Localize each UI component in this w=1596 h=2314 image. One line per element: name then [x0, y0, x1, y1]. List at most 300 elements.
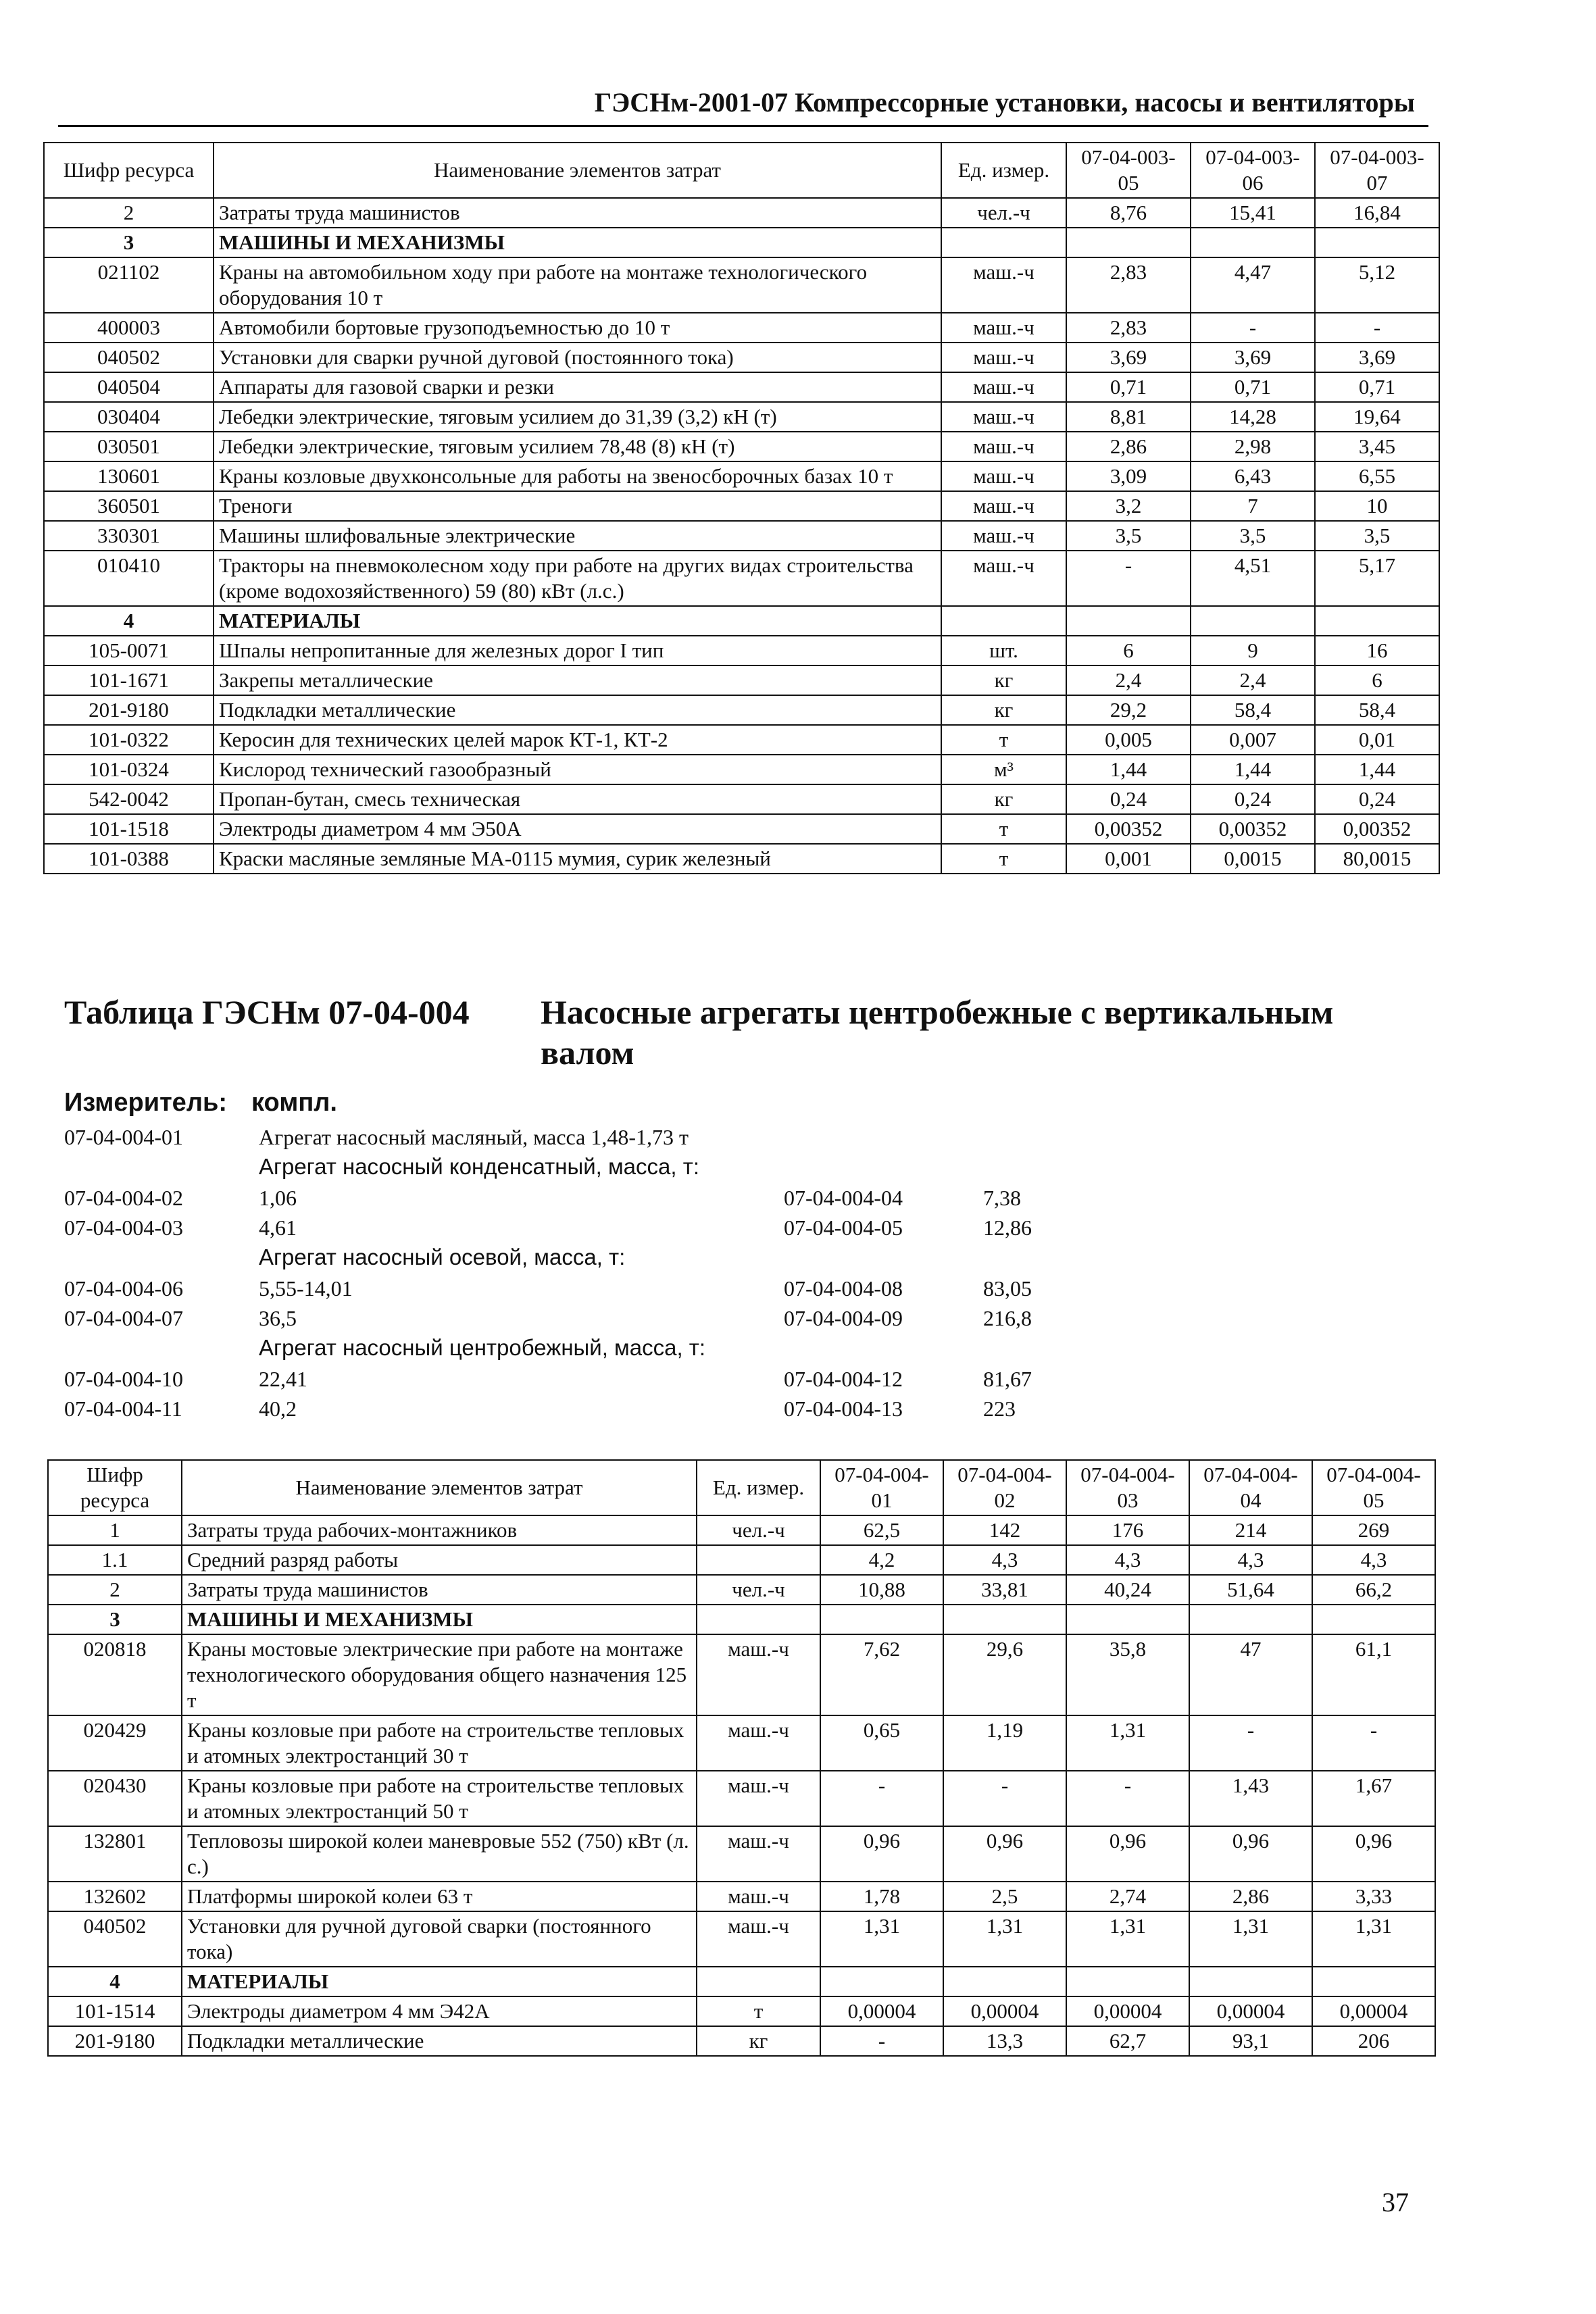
norm-value-cell: 4,3 [1189, 1545, 1312, 1575]
header-norm-column: 07-04-004-02 [943, 1460, 1066, 1515]
resource-code-cell: 101-1671 [44, 665, 214, 695]
unit-cell: кг [941, 695, 1066, 725]
resource-code-cell: 1.1 [48, 1545, 182, 1575]
table-row [44, 844, 1439, 874]
norm-value-cell: 0,24 [1315, 784, 1439, 814]
resource-code-cell: 130601 [44, 461, 214, 491]
norm-value-cell: 4,3 [1066, 1545, 1189, 1575]
table-row [44, 725, 1439, 755]
variant-value: 4,61 [259, 1215, 297, 1240]
variant-code: 07-04-004-10 [64, 1367, 183, 1391]
unit-cell: маш.-ч [941, 461, 1066, 491]
norm-value-cell: 29,6 [943, 1634, 1066, 1715]
cost-element-name-cell: Краны на автомобильном ходу при работе на монтаже технологического оборудования 10 т [214, 257, 941, 313]
resource-code-cell: 542-0042 [44, 784, 214, 814]
cost-element-name-cell: МАШИНЫ И МЕХАНИЗМЫ [182, 1605, 697, 1634]
norm-value-cell: 8,81 [1066, 402, 1191, 432]
norm-value-cell: 3,5 [1315, 521, 1439, 551]
norm-value-cell: 2,86 [1189, 1882, 1312, 1911]
unit-cell: маш.-ч [697, 1911, 820, 1967]
norm-value-cell: 5,12 [1315, 257, 1439, 313]
header-norm-column: 07-04-004-04 [1189, 1460, 1312, 1515]
norm-value-cell: 0,00004 [820, 1996, 943, 2026]
norm-value-cell [1189, 1967, 1312, 1996]
measure-value: компл. [251, 1088, 337, 1117]
unit-cell [697, 1967, 820, 1996]
cost-element-name-cell: МАТЕРИАЛЫ [182, 1967, 697, 1996]
norm-value-cell: 4,3 [943, 1545, 1066, 1575]
unit-cell: маш.-ч [941, 372, 1066, 402]
unit-cell: маш.-ч [697, 1771, 820, 1826]
norm-value-cell: 0,00352 [1066, 814, 1191, 844]
norm-value-cell: 15,41 [1191, 198, 1315, 228]
unit-cell: маш.-ч [697, 1715, 820, 1771]
norm-value-cell: 5,17 [1315, 551, 1439, 606]
header-resource-code: Шифр ресурса [44, 143, 214, 198]
cost-element-name-cell: Установки для сварки ручной дуговой (постоянного тока) [214, 343, 941, 372]
table-row [44, 491, 1439, 521]
cost-element-name-cell: Платформы широкой колеи 63 т [182, 1882, 697, 1911]
norm-value-cell: 58,4 [1191, 695, 1315, 725]
norm-value-cell: 0,001 [1066, 844, 1191, 874]
norm-value-cell: 2,98 [1191, 432, 1315, 461]
resource-table-07-04-004 [47, 1459, 1436, 2057]
resource-code-cell: 3 [48, 1605, 182, 1634]
norm-value-cell: 0,71 [1191, 372, 1315, 402]
norm-value-cell: 3,2 [1066, 491, 1191, 521]
header-norm-column: 07-04-003-05 [1066, 143, 1191, 198]
norm-value-cell: 51,64 [1189, 1575, 1312, 1605]
table-body [48, 1515, 1435, 2056]
norm-value-cell: 1,31 [1312, 1911, 1435, 1967]
cost-element-name-cell: Лебедки электрические, тяговым усилием до 31,39 (3,2) кН (т) [214, 402, 941, 432]
norm-value-cell: - [1066, 551, 1191, 606]
norm-value-cell: 0,96 [1189, 1826, 1312, 1882]
norm-value-cell: - [1315, 313, 1439, 343]
unit-cell: маш.-ч [941, 257, 1066, 313]
norm-value-cell: 6 [1066, 636, 1191, 665]
unit-cell: маш.-ч [941, 313, 1066, 343]
cost-element-name-cell: МАШИНЫ И МЕХАНИЗМЫ [214, 228, 941, 257]
unit-cell: маш.-ч [697, 1634, 820, 1715]
table-row [44, 372, 1439, 402]
resource-code-cell: 3 [44, 228, 214, 257]
cost-element-name-cell: Лебедки электрические, тяговым усилием 78,48 (8) кН (т) [214, 432, 941, 461]
norm-value-cell: 35,8 [1066, 1634, 1189, 1715]
table-body [44, 198, 1439, 874]
norm-value-cell: 6 [1315, 665, 1439, 695]
norm-value-cell [1066, 228, 1191, 257]
table-row [44, 636, 1439, 665]
norm-value-cell: 0,96 [943, 1826, 1066, 1882]
resource-code-cell: 040502 [48, 1911, 182, 1967]
variant-code: 07-04-004-09 [784, 1306, 903, 1330]
norm-value-cell: 4,2 [820, 1545, 943, 1575]
norm-value-cell: 1,31 [1189, 1911, 1312, 1967]
norm-value-cell: 1,78 [820, 1882, 943, 1911]
table-row [44, 695, 1439, 725]
norm-value-cell: 1,44 [1066, 755, 1191, 784]
table-row [44, 606, 1439, 636]
unit-cell: маш.-ч [941, 491, 1066, 521]
norm-value-cell: 16 [1315, 636, 1439, 665]
resource-table-07-04-003 [43, 142, 1440, 874]
measure-label: Измеритель: [64, 1088, 227, 1117]
norm-value-cell: 2,4 [1066, 665, 1191, 695]
cost-element-name-cell: Затраты труда машинистов [214, 198, 941, 228]
resource-code-cell: 201-9180 [48, 2026, 182, 2056]
unit-cell: маш.-ч [941, 521, 1066, 551]
resource-code-cell: 040502 [44, 343, 214, 372]
norm-value-cell: 0,96 [1312, 1826, 1435, 1882]
norm-value-cell: 19,64 [1315, 402, 1439, 432]
cost-element-name-cell: Кислород технический газообразный [214, 755, 941, 784]
running-header: ГЭСНм-2001-07 Компрессорные установки, насосы и вентиляторы [58, 86, 1428, 127]
unit-cell: чел.-ч [941, 198, 1066, 228]
norm-value-cell: 0,00004 [1066, 1996, 1189, 2026]
cost-element-name-cell: Аппараты для газовой сварки и резки [214, 372, 941, 402]
norm-value-cell: 0,00352 [1315, 814, 1439, 844]
table-row [48, 1771, 1435, 1826]
norm-value-cell: 2,86 [1066, 432, 1191, 461]
norm-value-cell: 1,31 [943, 1911, 1066, 1967]
table-row [48, 1911, 1435, 1967]
variant-code: 07-04-004-12 [784, 1367, 903, 1391]
norm-value-cell: 8,76 [1066, 198, 1191, 228]
resource-code-cell: 030404 [44, 402, 214, 432]
table-row [48, 1826, 1435, 1882]
norm-value-cell: 214 [1189, 1515, 1312, 1545]
variant-code: 07-04-004-13 [784, 1397, 903, 1421]
resource-code-cell: 105-0071 [44, 636, 214, 665]
norm-value-cell [820, 1967, 943, 1996]
resource-code-cell: 021102 [44, 257, 214, 313]
cost-element-name-cell: Треноги [214, 491, 941, 521]
norm-value-cell: 9 [1191, 636, 1315, 665]
table-row [48, 1634, 1435, 1715]
norm-value-cell: 1,31 [820, 1911, 943, 1967]
norm-value-cell: 2,83 [1066, 313, 1191, 343]
norm-value-cell: 1,19 [943, 1715, 1066, 1771]
table-row [48, 1515, 1435, 1545]
table-row [44, 755, 1439, 784]
variant-value: 12,86 [983, 1215, 1032, 1240]
table-row [48, 1882, 1435, 1911]
unit-cell: чел.-ч [697, 1575, 820, 1605]
norm-value-cell: 0,005 [1066, 725, 1191, 755]
norm-value-cell: 0,00004 [1312, 1996, 1435, 2026]
norm-value-cell: 16,84 [1315, 198, 1439, 228]
norm-value-cell: 269 [1312, 1515, 1435, 1545]
norm-value-cell: 206 [1312, 2026, 1435, 2056]
resource-code-cell: 201-9180 [44, 695, 214, 725]
cost-element-name-cell: Установки для ручной дуговой сварки (постоянного тока) [182, 1911, 697, 1967]
norm-value-cell: 3,69 [1315, 343, 1439, 372]
unit-cell: шт. [941, 636, 1066, 665]
norm-value-cell: 0,71 [1066, 372, 1191, 402]
unit-cell: кг [697, 2026, 820, 2056]
table-title-label: Таблица ГЭСНм 07-04-004 [64, 993, 470, 1031]
table-row [44, 343, 1439, 372]
resource-code-cell: 2 [44, 198, 214, 228]
table-row [44, 198, 1439, 228]
norm-value-cell: 3,5 [1066, 521, 1191, 551]
resource-code-cell: 132602 [48, 1882, 182, 1911]
cost-element-name-cell: Средний разряд работы [182, 1545, 697, 1575]
variant-code: 07-04-004-04 [784, 1186, 903, 1210]
norm-value-cell [1312, 1605, 1435, 1634]
norm-value-cell: 0,65 [820, 1715, 943, 1771]
norm-value-cell: 0,96 [820, 1826, 943, 1882]
resource-code-cell: 4 [48, 1967, 182, 1996]
variant-code: 07-04-004-06 [64, 1276, 183, 1301]
cost-element-name-cell: МАТЕРИАЛЫ [214, 606, 941, 636]
norm-value-cell [1066, 606, 1191, 636]
norm-value-cell: 47 [1189, 1634, 1312, 1715]
norm-value-cell: - [1066, 1771, 1189, 1826]
norm-value-cell: - [820, 1771, 943, 1826]
cost-element-name-cell: Машины шлифовальные электрические [214, 521, 941, 551]
table-header-row [44, 143, 1439, 198]
norm-value-cell: 0,0015 [1191, 844, 1315, 874]
variant-group-heading: Агрегат насосный центробежный, масса, т: [259, 1335, 706, 1360]
norm-value-cell [1315, 228, 1439, 257]
variant-group-heading: Агрегат насосный конденсатный, масса, т: [259, 1154, 700, 1179]
norm-value-cell: 14,28 [1191, 402, 1315, 432]
norm-value-cell: 3,69 [1066, 343, 1191, 372]
variant-value: 81,67 [983, 1367, 1032, 1391]
table-row [44, 228, 1439, 257]
variant-code: 07-04-004-08 [784, 1276, 903, 1301]
norm-value-cell: 6,43 [1191, 461, 1315, 491]
cost-element-name-cell: Подкладки металлические [182, 2026, 697, 2056]
norm-value-cell [1189, 1605, 1312, 1634]
table-row [44, 313, 1439, 343]
norm-value-cell: 7 [1191, 491, 1315, 521]
table-header-row [48, 1460, 1435, 1515]
norm-value-cell [820, 1605, 943, 1634]
norm-value-cell: 176 [1066, 1515, 1189, 1545]
norm-value-cell [1066, 1967, 1189, 1996]
norm-value-cell [943, 1605, 1066, 1634]
cost-element-name-cell: Пропан-бутан, смесь техническая [214, 784, 941, 814]
resource-code-cell: 360501 [44, 491, 214, 521]
cost-element-name-cell: Краны козловые при работе на строительстве тепловых и атомных электростанций 30 т [182, 1715, 697, 1771]
resource-code-cell: 400003 [44, 313, 214, 343]
resource-code-cell: 1 [48, 1515, 182, 1545]
resource-code-cell: 330301 [44, 521, 214, 551]
table-row [44, 665, 1439, 695]
norm-value-cell: 33,81 [943, 1575, 1066, 1605]
cost-element-name-cell: Электроды диаметром 4 мм Э50А [214, 814, 941, 844]
unit-cell: кг [941, 665, 1066, 695]
norm-value-cell: - [820, 2026, 943, 2056]
resource-code-cell: 020818 [48, 1634, 182, 1715]
norm-value-cell: 2,5 [943, 1882, 1066, 1911]
norm-value-cell: 10,88 [820, 1575, 943, 1605]
norm-value-cell: 1,44 [1315, 755, 1439, 784]
unit-cell: т [697, 1996, 820, 2026]
unit-cell: маш.-ч [697, 1882, 820, 1911]
norm-value-cell: - [943, 1771, 1066, 1826]
resource-code-cell: 030501 [44, 432, 214, 461]
norm-value-cell: 3,5 [1191, 521, 1315, 551]
unit-cell [697, 1545, 820, 1575]
table-row [48, 1545, 1435, 1575]
norm-value-cell [1066, 1605, 1189, 1634]
norm-value-cell: 80,0015 [1315, 844, 1439, 874]
cost-element-name-cell: Керосин для технических целей марок КТ-1, КТ-2 [214, 725, 941, 755]
norm-value-cell: 1,43 [1189, 1771, 1312, 1826]
norm-value-cell: 13,3 [943, 2026, 1066, 2056]
norm-value-cell: 3,09 [1066, 461, 1191, 491]
cost-element-name-cell: Тепловозы широкой колеи маневровые 552 (750) кВт (л. с.) [182, 1826, 697, 1882]
variant-code: 07-04-004-02 [64, 1186, 183, 1210]
variant-text: Агрегат насосный масляный, масса 1,48-1,73 т [259, 1125, 689, 1149]
table-row [44, 402, 1439, 432]
variant-value: 22,41 [259, 1367, 307, 1391]
norm-value-cell: 0,00004 [943, 1996, 1066, 2026]
norm-value-cell: 62,7 [1066, 2026, 1189, 2056]
norm-value-cell: 2,4 [1191, 665, 1315, 695]
norm-value-cell: 3,69 [1191, 343, 1315, 372]
header-norm-column: 07-04-003-06 [1191, 143, 1315, 198]
header-unit: Ед. измер. [697, 1460, 820, 1515]
norm-value-cell: 4,47 [1191, 257, 1315, 313]
unit-cell: т [941, 814, 1066, 844]
table-row [44, 521, 1439, 551]
cost-element-name-cell: Затраты труда машинистов [182, 1575, 697, 1605]
norm-value-cell: 0,24 [1191, 784, 1315, 814]
resource-code-cell: 101-0388 [44, 844, 214, 874]
resource-code-cell: 4 [44, 606, 214, 636]
norm-value-cell: 29,2 [1066, 695, 1191, 725]
norm-value-cell: 1,67 [1312, 1771, 1435, 1826]
norm-value-cell: 93,1 [1189, 2026, 1312, 2056]
cost-element-name-cell: Краны мостовые электрические при работе на монтаже технологического оборудования общего назначения 125 т [182, 1634, 697, 1715]
norm-value-cell: 6,55 [1315, 461, 1439, 491]
cost-element-name-cell: Краны козловые двухконсольные для работы на звеносборочных базах 10 т [214, 461, 941, 491]
header-norm-column: 07-04-003-07 [1315, 143, 1439, 198]
measure-unit-line [64, 1086, 337, 1119]
resource-code-cell: 101-0322 [44, 725, 214, 755]
norm-value-cell: 2,74 [1066, 1882, 1189, 1911]
resource-code-cell: 040504 [44, 372, 214, 402]
norm-value-cell [943, 1967, 1066, 1996]
norm-value-cell: 40,24 [1066, 1575, 1189, 1605]
resource-code-cell: 020429 [48, 1715, 182, 1771]
table-row [48, 1967, 1435, 1996]
resource-code-cell: 2 [48, 1575, 182, 1605]
unit-cell: т [941, 725, 1066, 755]
resource-code-cell: 020430 [48, 1771, 182, 1826]
table-row [48, 1715, 1435, 1771]
norm-value-cell: 0,96 [1066, 1826, 1189, 1882]
norm-value-cell: 0,01 [1315, 725, 1439, 755]
norm-value-cell: 61,1 [1312, 1634, 1435, 1715]
unit-cell: маш.-ч [941, 402, 1066, 432]
norm-value-cell: 4,51 [1191, 551, 1315, 606]
unit-cell: кг [941, 784, 1066, 814]
unit-cell [941, 606, 1066, 636]
header-cost-element-name: Наименование элементов затрат [182, 1460, 697, 1515]
variant-value: 216,8 [983, 1306, 1032, 1330]
variant-value: 36,5 [259, 1306, 297, 1330]
norm-value-cell: - [1191, 313, 1315, 343]
unit-cell: маш.-ч [697, 1826, 820, 1882]
norm-value-cell: 58,4 [1315, 695, 1439, 725]
unit-cell: маш.-ч [941, 343, 1066, 372]
resource-code-cell: 101-1518 [44, 814, 214, 844]
cost-element-name-cell: Подкладки металлические [214, 695, 941, 725]
variant-group-heading: Агрегат насосный осевой, масса, т: [259, 1244, 626, 1269]
norm-value-cell: - [1189, 1715, 1312, 1771]
variant-value: 223 [983, 1397, 1016, 1421]
variant-value: 40,2 [259, 1397, 297, 1421]
table-row [44, 784, 1439, 814]
table-row [44, 461, 1439, 491]
variant-code: 07-04-004-01 [64, 1125, 183, 1149]
unit-cell [941, 228, 1066, 257]
norm-value-cell: 10 [1315, 491, 1439, 521]
cost-element-name-cell: Краски масляные земляные МА-0115 мумия, сурик железный [214, 844, 941, 874]
header-unit: Ед. измер. [941, 143, 1066, 198]
norm-value-cell [1315, 606, 1439, 636]
norm-value-cell: 4,3 [1312, 1545, 1435, 1575]
resource-code-cell: 132801 [48, 1826, 182, 1882]
cost-element-name-cell: Затраты труда рабочих-монтажников [182, 1515, 697, 1545]
unit-cell: м³ [941, 755, 1066, 784]
cost-element-name-cell: Шпалы непропитанные для железных дорог I тип [214, 636, 941, 665]
table-row [44, 551, 1439, 606]
unit-cell [697, 1605, 820, 1634]
header-norm-column: 07-04-004-01 [820, 1460, 943, 1515]
variant-value: 7,38 [983, 1186, 1021, 1210]
variant-value: 83,05 [983, 1276, 1032, 1301]
variant-value: 1,06 [259, 1186, 297, 1210]
norm-value-cell: 66,2 [1312, 1575, 1435, 1605]
cost-element-name-cell: Краны козловые при работе на строительстве тепловых и атомных электростанций 50 т [182, 1771, 697, 1826]
variant-code: 07-04-004-05 [784, 1215, 903, 1240]
table-row [48, 2026, 1435, 2056]
unit-cell: маш.-ч [941, 432, 1066, 461]
resource-code-cell: 101-0324 [44, 755, 214, 784]
norm-value-cell: 1,31 [1066, 1911, 1189, 1967]
norm-value-cell [1191, 228, 1315, 257]
cost-element-name-cell: Автомобили бортовые грузоподъемностью до 10 т [214, 313, 941, 343]
norm-value-cell: - [1312, 1715, 1435, 1771]
variant-code: 07-04-004-03 [64, 1215, 183, 1240]
norm-value-cell: 0,71 [1315, 372, 1439, 402]
table-row [48, 1996, 1435, 2026]
norm-value-cell: 1,31 [1066, 1715, 1189, 1771]
variant-code: 07-04-004-07 [64, 1306, 183, 1330]
cost-element-name-cell: Электроды диаметром 4 мм Э42А [182, 1996, 697, 2026]
norm-value-cell: 3,33 [1312, 1882, 1435, 1911]
norm-value-cell: 0,00004 [1189, 1996, 1312, 2026]
header-resource-code: Шифр ресурса [48, 1460, 182, 1515]
header-cost-element-name: Наименование элементов затрат [214, 143, 941, 198]
header-norm-column: 07-04-004-03 [1066, 1460, 1189, 1515]
cost-element-name-cell: Закрепы металлические [214, 665, 941, 695]
table-row [48, 1605, 1435, 1634]
norm-value-cell: 7,62 [820, 1634, 943, 1715]
table-row [44, 814, 1439, 844]
resource-code-cell: 010410 [44, 551, 214, 606]
cost-element-name-cell: Тракторы на пневмоколесном ходу при работе на других видах строительства (кроме водохозяйственного) 59 (80) кВт (л.с.) [214, 551, 941, 606]
norm-value-cell [1191, 606, 1315, 636]
header-norm-column: 07-04-004-05 [1312, 1460, 1435, 1515]
